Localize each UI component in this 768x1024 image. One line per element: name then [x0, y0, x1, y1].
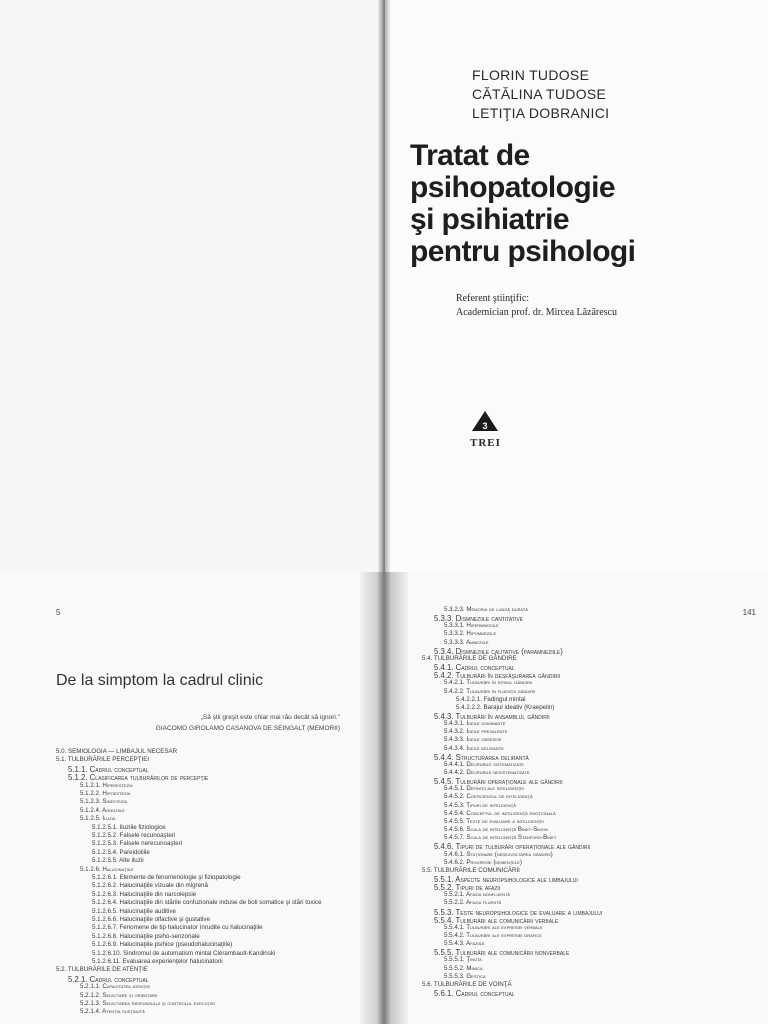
toc-entry: 5.3.3.2. Hipomneziile	[444, 630, 497, 638]
toc-entry: 5.1.2.6.10. Sindromul de automatism mintal Clérambault-Kandinski	[92, 949, 276, 957]
toc-entry: 5.3.2.3. Memoria de lungă durată	[444, 606, 528, 613]
toc-entry: 5.6. TULBURĂRILE DE VOINŢĂ	[422, 980, 512, 988]
toc-entry: 5.1.2.4. Agnoziile	[80, 806, 125, 814]
toc-entry: 5.1.2.5. Iluzia	[80, 815, 116, 823]
toc-entry: 5.1.2.5.2. Falsele recunoaşteri	[92, 832, 176, 839]
toc-entry: 5.4.2.2.2. Barajul ideativ (Kraepelin)	[456, 703, 555, 711]
toc-entry: 5.1.2.6.3. Halucinaţiile din narcolepsie	[92, 890, 197, 898]
toc-entry: 5.5.2.1. Afazia nonfluentă	[444, 891, 511, 899]
toc-spread	[0, 572, 768, 1024]
toc-entry: 5.5.5.3. Gestica	[444, 972, 486, 980]
toc-entry: 5.4.2.1. Tulburări în ritmul gândirii	[444, 679, 533, 687]
toc-entry: 5.5.5.2. Mimica	[444, 964, 483, 972]
toc-entry: 5.5.1. Aspecte neuropsihologice ale limbajului	[434, 874, 578, 884]
blank-left-page	[0, 0, 378, 572]
triangle-logo-icon	[470, 410, 500, 432]
toc-entry: 5.3.3. Dismneziile cantitative	[434, 614, 524, 624]
toc-entry: 5.1.2.6.8. Halucinaţiile psiho-senzoriale	[92, 932, 200, 940]
toc-entry: 5.4.5.6. Scala de inteligenţă Binet-Simon	[444, 826, 548, 834]
toc-entry: 5.1.2.1. Hiperestezia	[80, 781, 133, 789]
toc-entry: 5.4.3. Tulburări în ansamblul gândirii	[434, 711, 550, 721]
title-page	[390, 0, 768, 572]
toc-entry: 5.3.3.1. Hipermneziile	[444, 622, 499, 630]
toc-entry: 5.4.6. Tipuri de tulburări operaţionale ale gândirii	[434, 842, 591, 852]
toc-entry: 5.4.5.7. Scala de inteligenţă Stanford-Binet	[444, 834, 557, 842]
toc-entry: 5.4.1. Cadrul conceptual	[434, 663, 515, 673]
referent-label: Referent ştiinţific:	[456, 293, 530, 304]
toc-entry: 5.4.4. Structurarea delirantă	[434, 752, 529, 762]
book-title-line: pentru psihologi	[410, 235, 636, 268]
epigraph-author: GIACOMO GIROLAMO CASANOVA DE SEINGALT (MEMORII)	[155, 725, 340, 732]
referent-name: Academician prof. dr. Mircea Lăzărescu	[456, 307, 618, 318]
author-name: FLORIN TUDOSE	[472, 67, 590, 83]
toc-entry: 5.1.2.6.6. Halucinaţiile olfactive şi gustative	[92, 916, 210, 923]
toc-entry: 5.1.2.6.5. Halucinaţiile auditive	[92, 907, 176, 915]
toc-entry: 5.4.5.5. Teste de evaluare a inteligenţei	[444, 817, 544, 825]
toc-entry: 5.1.2.6.4. Halucinaţiile din stările confuzionale induse de boli somatice şi stări toxice	[92, 899, 322, 907]
book-title-line: Tratat de	[410, 139, 530, 172]
toc-entry: 5.4.2.2. Tulburări în fluenţa gândirii	[444, 687, 536, 695]
toc-entry: 5.1.2.6.1. Elemente de fenomenologie şi fiziopatologie	[92, 874, 241, 881]
toc-entry: 5.1.2.5.1. Iluziile fiziologice	[92, 823, 166, 831]
toc-entry: 5.4.2. Tulburări în desfăşurarea gândirii	[434, 671, 561, 681]
toc-entry: 5.4.5.1. Definiţii ale inteligenţei	[444, 785, 525, 793]
toc-entry: 5.3.3.3. Amneziile	[444, 638, 489, 646]
toc-entry: 5.1.2.6. Halucinaţiile	[80, 865, 134, 873]
logo-number: 3	[482, 421, 488, 431]
toc-entry: 5.1.2.3. Sinestezia	[80, 798, 128, 806]
toc-right-page	[408, 572, 768, 1024]
toc-entry: 5.5.4.1. Tulburări ale expresiei verbale	[444, 923, 543, 931]
toc-entry: 5.1.1. Cadrul conceptual	[68, 764, 149, 774]
toc-entry: 5.4.4.2. Delirurile nesistematizate	[444, 769, 530, 776]
toc-entry: 5.5.4.2. Tulburări ale expresiei grafice	[444, 932, 542, 939]
toc-entry: 5.5.3. Teste neuropsihologice de evaluare a limbajului	[434, 907, 603, 917]
author-name: CĂTĂLINA TUDOSE	[472, 86, 607, 102]
author-name: LETIŢIA DOBRANICI	[472, 105, 610, 121]
toc-entry: 5.1.2.6.2. Halucinaţiile vizuale din migrenă	[92, 882, 208, 890]
epigraph-quote: „Să ştii greşit este chiar mai rău decât să ignori."	[200, 714, 340, 721]
toc-entry: 5.2. TULBURĂRILE DE ATENŢIE	[56, 966, 148, 974]
toc-entry: 5.4.5.4. Conceptul de inteligenţă emoţională	[444, 809, 556, 817]
book-gutter	[378, 0, 390, 572]
toc-entry: 5.2.1.1. Capacitatea atenţiei	[80, 983, 151, 991]
toc-entry: 5.4.3.1. Ideile dominante	[444, 720, 506, 728]
toc-entry: 5.4.6.2. Progresie (demenţele)	[444, 858, 522, 866]
publisher-name: TREI	[470, 437, 501, 449]
toc-entry: 5.5. TULBURĂRILE COMUNICĂRII	[422, 866, 520, 874]
chapter-title: De la simptom la cadrul clinic	[56, 672, 264, 689]
epigraph	[40, 712, 340, 734]
toc-entry: 5.1. TULBURĂRILE PERCEPŢIEI	[56, 756, 150, 764]
toc-entry: 5.5.5. Tulburări ale comunicării nonverbale	[434, 948, 570, 958]
page-number: 141	[742, 608, 756, 617]
book-title	[410, 140, 635, 268]
toc-entry: 5.1.2.5.3. Falsele nerecunoaşteri	[92, 840, 183, 848]
toc-entry: 5.1.2.6.9. Halucinaţiile psihice (pseudohalucinaţiile)	[92, 941, 233, 949]
author-list	[472, 66, 609, 123]
toc-entry: 5.4.3.2. Ideile prevalente	[444, 728, 508, 736]
toc-entry: 5.5.4.3. Afaziile	[444, 940, 485, 948]
book-title-line: şi psihiatrie	[410, 203, 569, 236]
toc-entry: 5.1.2. Clasificarea tulburărilor de percepţie	[68, 773, 209, 783]
toc-entry: 5.4.2.2.1. Fadingul mintal	[456, 695, 526, 703]
toc-entry: 5.1.2.5.4. Pareidoliile	[92, 848, 150, 856]
toc-entry: 5.4.3.4. Ideile delirante	[444, 744, 504, 752]
toc-entry: 5.5.2. Tipuri de afazii	[434, 883, 501, 893]
toc-entry: 5.3.4. Dismneziile calitative (paramneziile)	[434, 646, 563, 656]
toc-entry: 5.4.6.1. Staţionare (nedezvoltarea gândirii)	[444, 850, 553, 858]
toc-entry: 5.4. TULBURĂRILE DE GÂNDIRE	[422, 654, 517, 662]
toc-entry: 5.0. SEMIOLOGIA — LIMBAJUL NECESAR	[56, 748, 178, 755]
toc-entry: 5.4.4.1. Delirurile sistematizate	[444, 760, 524, 768]
toc-entry: 5.6.1. Cadrul conceptual	[434, 989, 515, 999]
toc-entry: 5.5.5.1. Ţinuta	[444, 956, 482, 964]
toc-entry: 5.1.2.6.11. Evaluarea experienţelor halucinatorii	[92, 958, 223, 965]
toc-entry: 5.1.2.2. Hipoestezia	[80, 790, 131, 797]
page-number: 5	[56, 608, 61, 617]
toc-entry: 5.4.5.2. Coeficientul de inteligenţă	[444, 793, 533, 801]
toc-entry: 5.5.4. Tulburări ale comunicării verbale	[434, 915, 559, 925]
toc-entry: 5.4.5.3. Tipuri de inteligenţă	[444, 801, 516, 809]
toc-entry: 5.2.1.4. Atenţia susţinută	[80, 1008, 145, 1016]
publisher-logo	[470, 410, 500, 449]
toc-entry: 5.2.1.3. Selectarea răspunsului şi controlul execuţiei	[80, 1000, 215, 1007]
book-title-line: psihopatologie	[410, 171, 615, 204]
scientific-referee	[456, 292, 617, 320]
toc-entry: 5.1.2.5.5. Alte iluzii	[92, 857, 144, 865]
toc-entry: 5.4.3.3. Ideile obsesive	[444, 736, 502, 744]
book-gutter	[360, 572, 408, 1024]
toc-left-page	[0, 572, 360, 1024]
toc-entry: 5.4.5. Tulburări operaţionale ale gândirii	[434, 777, 563, 787]
toc-entry: 5.1.2.6.7. Fenomene de tip halucinator înrudite cu halucinaţiile	[92, 924, 263, 932]
toc-entry: 5.5.2.2. Afazia fluentă	[444, 899, 502, 907]
toc-entry: 5.2.1. Cadrul conceptual	[68, 974, 149, 984]
toc-entry: 5.2.1.2. Selectare şi orientare	[80, 991, 158, 999]
